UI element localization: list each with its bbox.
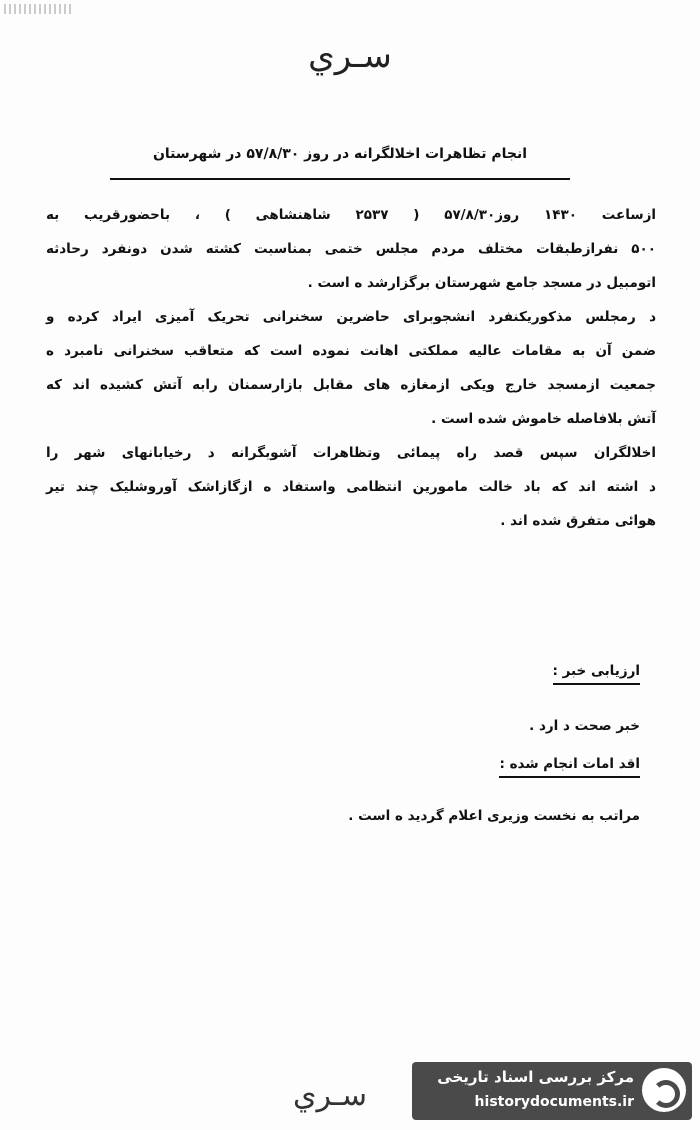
body-line: اخلالگران سپس قصد راه پیمائی وتظاهرات آشوبگرانه د رخیابانهای شهر را bbox=[46, 445, 656, 461]
body-line: ۵۰۰ نفرازطبقات مختلف مردم مجلس ختمی بمناسبت کشته شدن دونفرد رحادثه bbox=[46, 241, 656, 257]
body-line: د رمجلس مذکوریکنفرد انشجوبرای حاضرین سخنرانی تحریک آمیزی ایراد کرده و bbox=[46, 309, 656, 325]
assessment-value: خبر صحت د ارد . bbox=[529, 718, 640, 734]
body-line: اتومبیل در مسجد جامع شهرستان برگزارشد ه است . bbox=[307, 275, 656, 291]
subject-underline bbox=[110, 178, 570, 180]
scan-artifact bbox=[4, 4, 74, 14]
actions-value: مراتب به نخست وزیری اعلام گردید ه است . bbox=[348, 808, 640, 824]
archive-url: historydocuments.ir bbox=[474, 1094, 634, 1110]
document-subject: انجام تظاهرات اخلالگرانه در روز ۵۷/۸/۳۰ در شهرستان bbox=[152, 146, 528, 162]
body-line: جمعیت ازمسجد خارج ویکی ازمغازه های مقابل بازارسمنان رابه آتش کشیده اند که bbox=[46, 377, 656, 393]
assessment-label: ارزیابی خبر : bbox=[553, 663, 640, 685]
assessment-heading bbox=[553, 663, 640, 679]
classification-bottom: سـري bbox=[293, 1078, 367, 1113]
archive-watermark bbox=[412, 1062, 692, 1120]
actions-label: اقد امات انجام شده : bbox=[499, 756, 640, 778]
actions-heading bbox=[499, 756, 640, 772]
archive-name: مرکز بررسی اسناد تاریخی bbox=[437, 1068, 634, 1086]
body-line: ازساعت ۱۴۳۰ روز۵۷/۸/۳۰ ( ۲۵۳۷ شاهنشاهی ) ، باحضورقریب به bbox=[46, 207, 656, 223]
body-line: د اشته اند که باد خالت مامورین انتظامی واستفاد ه ازگازاشک آوروشلیک چند تیر bbox=[46, 479, 656, 495]
classification-top: سـري bbox=[308, 36, 392, 76]
document-body bbox=[46, 198, 656, 538]
body-line: آتش بلافاصله خاموش شده است . bbox=[431, 411, 656, 427]
body-line: هوائی متفرق شده اند . bbox=[500, 513, 656, 529]
archive-logo-icon bbox=[642, 1068, 686, 1112]
body-line: ضمن آن به مقامات عالیه مملکتی اهانت نموده است که متعاقب سخنرانی نامبرد ه bbox=[46, 343, 656, 359]
